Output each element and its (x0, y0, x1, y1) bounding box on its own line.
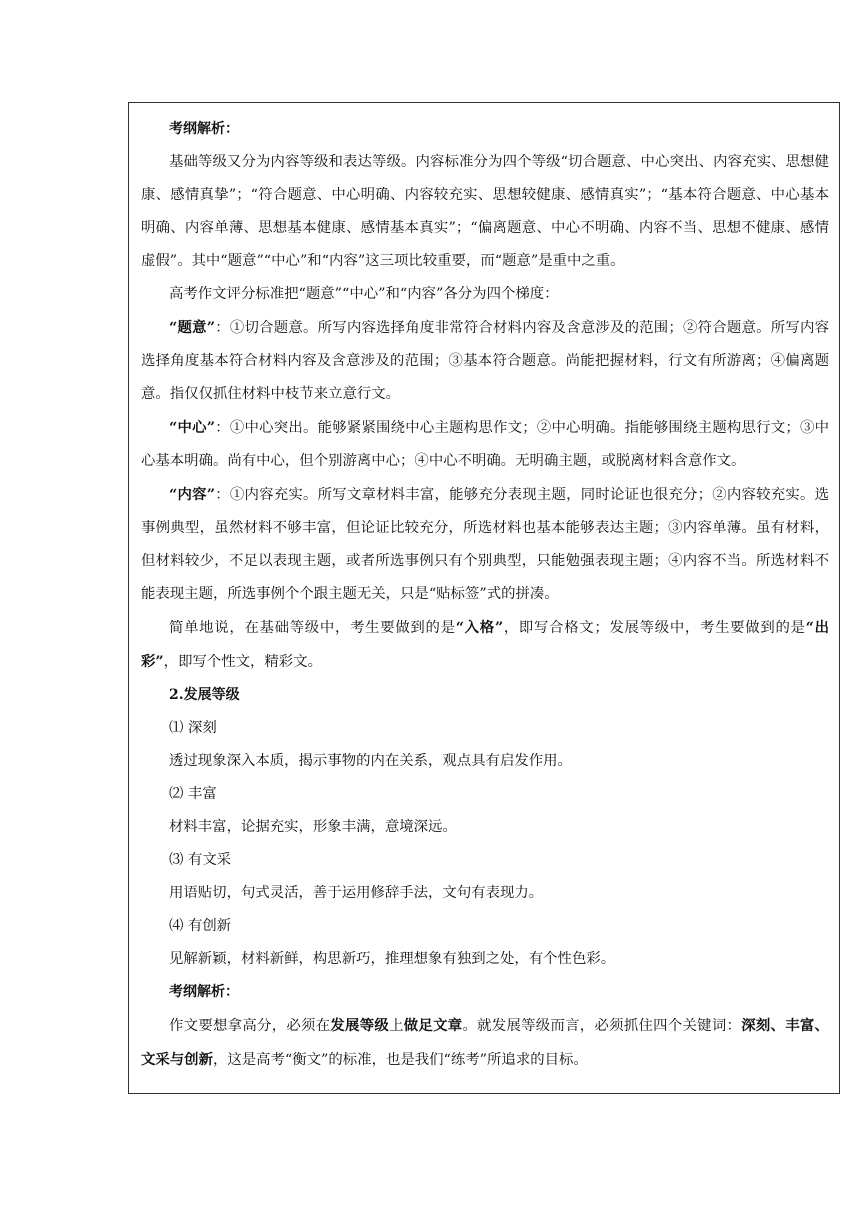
term-label: “中心” (169, 419, 216, 436)
paragraph-zhongxin (141, 411, 829, 478)
term-label: “内容” (169, 486, 216, 503)
item-desc: 透过现象深入本质，揭示事物的内在关系，观点具有启发作用。 (169, 753, 572, 769)
text-run: 上 (389, 1018, 404, 1034)
emphasis: 做足文章 (403, 1017, 463, 1034)
paragraph: 高考作文评分标准把“题意”“中心”和“内容”各分为四个梯度： (169, 286, 559, 302)
paragraph-tiyi (141, 311, 829, 411)
content-box (128, 102, 840, 1094)
content-body (141, 113, 829, 1077)
summary-paragraph (141, 611, 829, 679)
item-title: ⑴ 深刻 (169, 720, 217, 736)
term-text: ：①内容充实。所写文章材料丰富，能够充分表现主题，同时论证也很充分；②内容较充实。选事例典型，虽然材料不够丰富，但论证比较充分，所选材料也基本能够表达主题；③内容单薄。虽有材料，但材料较少，不足以表现主题，或者所选事例只有个别典型，只能勉强表现主题；④内容不当。所选材料不能表现主题，所选事例个个跟主题无关，只是“贴标签”式的拼凑。 (141, 487, 829, 602)
section-heading: 考纲解析： (169, 984, 239, 1000)
item-desc: 材料丰富，论据充实，形象丰满，意境深远。 (169, 819, 457, 835)
text-run: 简单地说，在基础等级中，考生要做到的是 (169, 620, 456, 636)
text-run: 。就发展等级而言，必须抓住四个关键词： (462, 1018, 742, 1034)
emphasis: “入格” (455, 619, 504, 636)
text-run: ，即写个性文，精彩文。 (163, 654, 322, 670)
paragraph: 基础等级又分为内容等级和表达等级。内容标准分为四个等级“切合题意、中心突出、内容充实、思想健康、感情真挚”；“符合题意、中心明确、内容较充实、思想较健康、感情真实”；“基本符合题意、中心基本明确、内容单薄、思想基本健康、感情基本真实”；“偏离题意、中心不明确、内容不当、思想不健康、感情虚假”。其中“题意”“中心”和“内容”这三项比较重要，而“题意”是重中之重。 (141, 154, 829, 269)
item-desc: 用语贴切，句式灵活，善于运用修辞手法，文句有表现力。 (169, 885, 544, 901)
section-heading: 2.发展等级 (169, 687, 240, 703)
term-label: “题意” (169, 319, 216, 336)
text-run: ，即写合格文；发展等级中，考生要做到的是 (503, 620, 806, 636)
analysis-paragraph (141, 1009, 829, 1077)
emphasis: 发展等级 (330, 1017, 390, 1034)
term-text: ：①切合题意。所写内容选择角度非常符合材料内容及含意涉及的范围；②符合题意。所写内容选择角度基本符合材料内容及含意涉及的范围；③基本符合题意。尚能把握材料，行文有所游离；④偏离题意。指仅仅抓住材料中枝节来立意行文。 (141, 320, 829, 402)
emphasis: “出彩” (141, 619, 829, 670)
term-text: ：①中心突出。能够紧紧围绕中心主题构思作文；②中心明确。指能够围绕主题构思行文；③中心基本明确。尚有中心，但个别游离中心；④中心不明确。无明确主题，或脱离材料含意作文。 (141, 420, 829, 469)
item-title: ⑶ 有文采 (169, 852, 232, 868)
text-run: 作文要想拿高分，必须在 (169, 1018, 331, 1034)
item-desc: 见解新颖，材料新鲜，构思新巧，推理想象有独到之处，有个性色彩。 (169, 951, 616, 967)
text-run: ，这是高考“衡文”的标准，也是我们“练考”所追求的目标。 (212, 1052, 588, 1068)
item-title: ⑵ 丰富 (169, 786, 217, 802)
section-heading: 考纲解析： (169, 121, 239, 137)
item-title: ⑷ 有创新 (169, 918, 232, 934)
paragraph-neirong (141, 478, 829, 611)
emphasis: 深刻、丰富、文采与创新 (141, 1017, 829, 1068)
